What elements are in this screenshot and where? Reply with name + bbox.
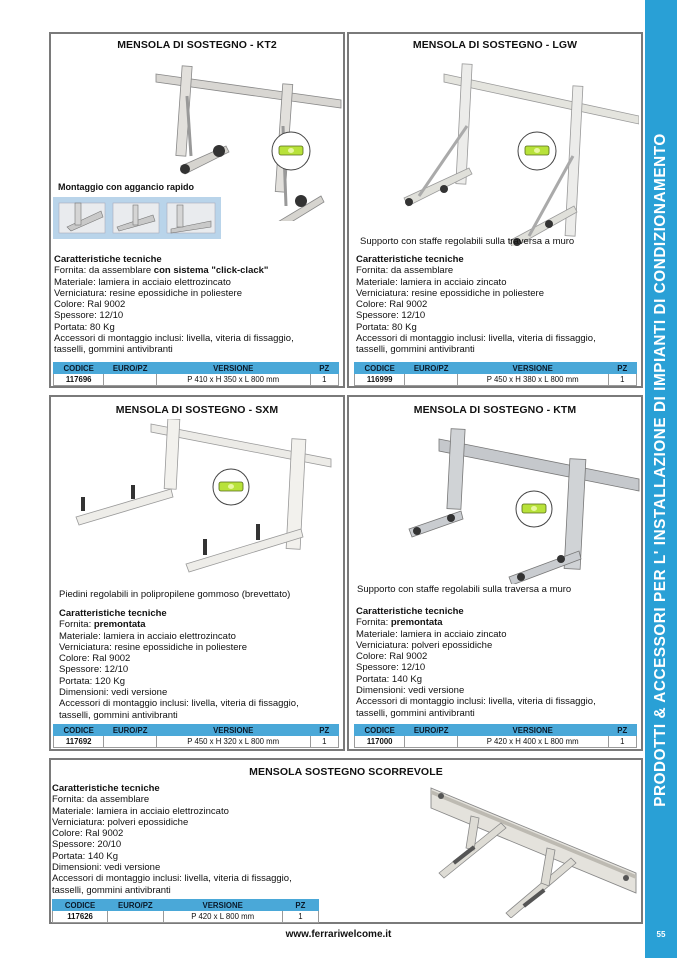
table-header-row	[54, 725, 339, 736]
cell-versione: P 420 x H 400 x L 800 mm	[457, 736, 608, 748]
col-pz: PZ	[310, 725, 338, 736]
cell-euro	[405, 374, 457, 386]
table-header-row	[53, 900, 319, 911]
spec-line: Verniciatura: polveri epossidiche	[356, 639, 493, 651]
product-card-scorrevole	[49, 758, 643, 924]
table-header-row	[355, 725, 637, 736]
spec-line: Materiale: lamiera in acciaio elettrozincato	[52, 805, 229, 817]
bracket-illustration	[389, 419, 649, 584]
product-code-table	[52, 899, 319, 923]
spec-line: Colore: Ral 9002	[52, 828, 124, 840]
spec-line: Materiale: lamiera in acciaio elettrozincato	[59, 630, 236, 642]
spec-line: Materiale: lamiera in acciaio elettrozincato	[54, 276, 231, 288]
product-note: Piedini regolabili in polipropilene gommoso (brevettato)	[59, 589, 291, 600]
spec-line: Verniciatura: resine epossidiche in poliestere	[356, 287, 544, 299]
product-title: MENSOLA DI SOSTEGNO - KT2	[117, 39, 277, 51]
product-note: Supporto con staffe regolabili sulla traversa a muro	[357, 584, 572, 595]
cell-versione: P 410 x H 350 x L 800 mm	[156, 374, 310, 386]
specs-heading: Caratteristiche tecniche	[356, 254, 464, 265]
spec-line: Verniciatura: resine epossidiche in poliestere	[54, 287, 242, 299]
table-row	[54, 374, 339, 386]
col-codice: CODICE	[355, 363, 405, 374]
spec-line: tasselli, gommini antivibranti	[52, 884, 171, 896]
spec-line: Colore: Ral 9002	[356, 651, 428, 663]
technical-specs	[52, 783, 292, 896]
cell-euro	[104, 736, 156, 748]
spec-line: Portata: 140 Kg	[356, 673, 423, 685]
table-row	[53, 911, 319, 923]
product-code-table	[354, 724, 637, 748]
col-versione: VERSIONE	[156, 725, 310, 736]
cell-codice: 117696	[54, 374, 104, 386]
spec-fornita: Fornita: premontata	[59, 619, 146, 631]
spec-line: Materiale: lamiera in acciaio zincato	[356, 628, 507, 640]
spec-line: Spessore: 20/10	[52, 839, 122, 851]
table-row	[355, 374, 637, 386]
col-pz: PZ	[608, 725, 636, 736]
spec-line: Spessore: 12/10	[356, 310, 426, 322]
technical-specs	[356, 254, 596, 356]
col-codice: CODICE	[53, 900, 108, 911]
col-pz: PZ	[608, 363, 636, 374]
spec-line: Spessore: 12/10	[59, 664, 129, 676]
spec-line: Verniciatura: resine epossidiche in poliestere	[59, 641, 247, 653]
bracket-illustration	[411, 778, 641, 918]
click-clack-detail-photos	[53, 197, 221, 239]
spec-line: Colore: Ral 9002	[59, 653, 131, 665]
product-code-table	[354, 362, 637, 386]
cell-pz: 1	[282, 911, 318, 923]
spec-line: Accessori di montaggio inclusi: livella, viteria di fissaggio,	[356, 333, 596, 345]
spec-line: Accessori di montaggio inclusi: livella, viteria di fissaggio,	[59, 698, 299, 710]
cell-pz: 1	[608, 736, 636, 748]
spec-line: Accessori di montaggio inclusi: livella, viteria di fissaggio,	[356, 696, 596, 708]
product-card-kt2	[49, 32, 345, 388]
cell-codice: 117000	[355, 736, 405, 748]
cell-versione: P 450 x H 320 x L 800 mm	[156, 736, 310, 748]
cell-pz: 1	[608, 374, 636, 386]
product-title: MENSOLA DI SOSTEGNO - KTM	[413, 404, 577, 416]
product-title: MENSOLA DI SOSTEGNO - LGW	[412, 39, 578, 51]
spec-line: Colore: Ral 9002	[356, 299, 428, 311]
spec-line: tasselli, gommini antivibranti	[356, 707, 475, 719]
specs-heading: Caratteristiche tecniche	[52, 783, 160, 794]
cell-euro	[405, 736, 457, 748]
product-card-sxm	[49, 395, 345, 751]
product-card-lgw	[347, 32, 643, 388]
spec-line: Verniciatura: polveri epossidiche	[52, 816, 189, 828]
col-pz: PZ	[282, 900, 318, 911]
spec-line: Colore: Ral 9002	[54, 299, 126, 311]
spec-fornita: Fornita: da assemblare	[356, 265, 454, 277]
spec-fornita: Fornita: da assemblare con sistema "click-clack"	[54, 265, 269, 277]
product-note: Supporto con staffe regolabili sulla traversa a muro	[360, 236, 575, 247]
cell-codice: 117626	[53, 911, 108, 923]
col-codice: CODICE	[54, 363, 104, 374]
spec-line: Accessori di montaggio inclusi: livella, viteria di fissaggio,	[54, 333, 294, 345]
spec-line: Portata: 120 Kg	[59, 675, 126, 687]
spec-line: Portata: 80 Kg	[54, 321, 115, 333]
spec-line: tasselli, gommini antivibranti	[356, 344, 475, 356]
col-euro: EURO/PZ	[108, 900, 163, 911]
product-card-ktm	[347, 395, 643, 751]
spec-line: Dimensioni: vedi versione	[356, 685, 465, 697]
spec-line: Portata: 80 Kg	[356, 321, 417, 333]
col-codice: CODICE	[54, 725, 104, 736]
specs-heading: Caratteristiche tecniche	[356, 606, 464, 617]
specs-heading: Caratteristiche tecniche	[54, 254, 162, 265]
col-versione: VERSIONE	[156, 363, 310, 374]
spec-line: Accessori di montaggio inclusi: livella, viteria di fissaggio,	[52, 873, 292, 885]
col-codice: CODICE	[355, 725, 405, 736]
product-note: Montaggio con aggancio rapido	[58, 182, 194, 192]
table-row	[355, 736, 637, 748]
cell-codice: 116999	[355, 374, 405, 386]
spec-fornita: Fornita: premontata	[356, 617, 443, 629]
bracket-illustration	[71, 419, 341, 584]
bracket-illustration	[389, 56, 639, 246]
spec-line: Portata: 140 Kg	[52, 850, 119, 862]
col-versione: VERSIONE	[457, 363, 608, 374]
col-euro: EURO/PZ	[405, 725, 457, 736]
table-row	[54, 736, 339, 748]
col-versione: VERSIONE	[163, 900, 282, 911]
section-title: PRODOTTI & ACCESSORI PER L' INSTALLAZIONE DI IMPIANTI DI CONDIZIONAMENTO	[652, 133, 669, 807]
cell-versione: P 450 x H 380 x L 800 mm	[457, 374, 608, 386]
cell-euro	[108, 911, 163, 923]
cell-pz: 1	[310, 374, 338, 386]
spec-line: Dimensioni: vedi versione	[52, 862, 161, 874]
spec-line: tasselli, gommini antivibranti	[54, 344, 173, 356]
col-pz: PZ	[310, 363, 338, 374]
table-header-row	[355, 363, 637, 374]
technical-specs	[54, 254, 294, 356]
product-title: MENSOLA DI SOSTEGNO - SXM	[115, 404, 279, 416]
col-euro: EURO/PZ	[104, 725, 156, 736]
technical-specs	[59, 608, 299, 721]
spec-line: Dimensioni: vedi versione	[59, 687, 168, 699]
product-code-table	[53, 362, 339, 386]
cell-pz: 1	[310, 736, 338, 748]
cell-versione: P 420 x L 800 mm	[163, 911, 282, 923]
spec-fornita: Fornita: da assemblare	[52, 794, 150, 806]
col-versione: VERSIONE	[457, 725, 608, 736]
col-euro: EURO/PZ	[405, 363, 457, 374]
cell-codice: 117692	[54, 736, 104, 748]
spec-line: Spessore: 12/10	[356, 662, 426, 674]
technical-specs	[356, 606, 596, 719]
cell-euro	[104, 374, 156, 386]
table-header-row	[54, 363, 339, 374]
page-number: 55	[656, 930, 666, 939]
website-url[interactable]: www.ferrariwelcome.it	[285, 929, 392, 940]
spec-line: Materiale: lamiera in acciaio zincato	[356, 276, 507, 288]
product-title: MENSOLA SOSTEGNO SCORREVOLE	[249, 766, 443, 778]
product-code-table	[53, 724, 339, 748]
spec-line: tasselli, gommini antivibranti	[59, 709, 178, 721]
col-euro: EURO/PZ	[104, 363, 156, 374]
specs-heading: Caratteristiche tecniche	[59, 608, 167, 619]
spec-line: Spessore: 12/10	[54, 310, 124, 322]
